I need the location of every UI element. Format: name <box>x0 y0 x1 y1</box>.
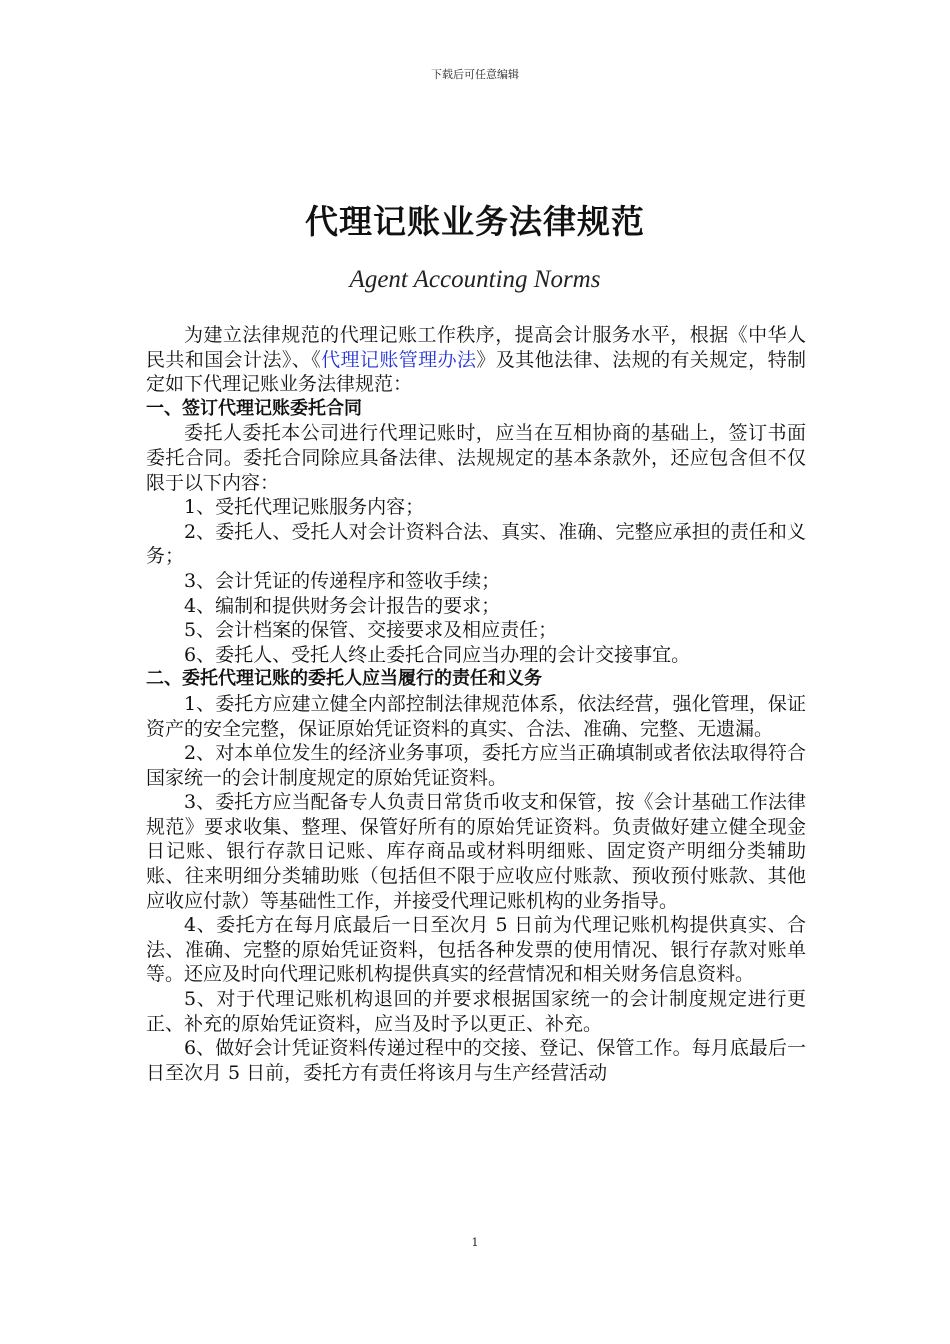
page-number: 1 <box>471 1236 479 1249</box>
section1-list-item: 5、会计档案的保管、交接要求及相应责任； <box>184 619 558 642</box>
intro-text-before-link: 为建立法律规范的代理记账工作秩序，提高会计服务水平，根据《中华人民共和国会计法》、《 <box>146 324 806 371</box>
section2-paragraph: 5、对于代理记账机构退回的并要求根据国家统一的会计制度规定进行更正、补充的原始凭证资料，应当及时予以更正、补充。 <box>146 988 806 1035</box>
document-title: 代理记账业务法律规范 <box>305 202 645 241</box>
section2-paragraph: 6、做好会计凭证资料传递过程中的交接、登记、保管工作。每月底最后一日至次月 5 日前，委托方有责任将该月与生产经营活动 <box>146 1037 806 1084</box>
section1-list-item: 2、委托人、受托人对会计资料合法、真实、准确、完整应承担的责任和义务； <box>146 520 806 568</box>
intro-paragraph <box>146 323 806 397</box>
regulation-link[interactable]: 代理记账管理办法 <box>321 348 477 371</box>
section1-paragraph: 委托人委托本公司进行代理记账时，应当在互相协商的基础上，签订书面委托合同。委托合同除应具备法律、法规规定的基本条款外，还应包含但不仅限于以下内容： <box>146 422 806 494</box>
section2-paragraph: 1、委托方应建立健全内部控制法律规范体系，依法经营，强化管理，保证资产的安全完整，保证原始凭证资料的真实、合法、准确、完整、无遗漏。 <box>146 692 806 740</box>
section-heading-1: 一、签订代理记账委托合同 <box>146 397 362 419</box>
section2-paragraph: 3、委托方应当配备专人负责日常货币收支和保管，按《会计基础工作法律规范》要求收集、整理、保管好所有的原始凭证资料。负责做好建立健全现金日记账、银行存款日记账、库存商品或材料明细账、固定资产明细分类辅助账、往来明细分类辅助账（包括但不限于应收应付账款、预收预付账款、其他应收应付款）等基础性工作，并接受代理记账机构的业务指导。 <box>146 791 806 912</box>
section1-list-item: 1、受托代理记账服务内容； <box>184 496 425 519</box>
intro-text-after-link: 》及其他法律、法规的有关规定，特制定如下代理记账业务法律规范： <box>146 348 806 396</box>
section1-list-item: 4、编制和提供财务会计报告的要求； <box>184 594 501 617</box>
document-subtitle: Agent Accounting Norms <box>349 266 601 293</box>
section2-paragraph: 2、对本单位发生的经济业务事项，委托方应当正确填制或者依法取得符合国家统一的会计制度规定的原始凭证资料。 <box>146 742 806 789</box>
section1-list-item: 3、会计凭证的传递程序和签收手续； <box>184 569 501 592</box>
section-heading-2: 二、委托代理记账的委托人应当履行的责任和义务 <box>146 668 542 690</box>
document-body <box>146 323 806 1085</box>
section1-list-item: 6、委托人、受托人终止委托合同应当办理的会计交接事宜。 <box>184 643 691 666</box>
section2-paragraph: 4、委托方在每月底最后一日至次月 5 日前为代理记账机构提供真实、合法、准确、完整的原始凭证资料，包括各种发票的使用情况、银行存款对账单等。还应及时向代理记账机构提供真实的经营情况和相关财务信息资料。 <box>146 914 806 986</box>
header-note: 下载后可任意编辑 <box>431 68 519 81</box>
